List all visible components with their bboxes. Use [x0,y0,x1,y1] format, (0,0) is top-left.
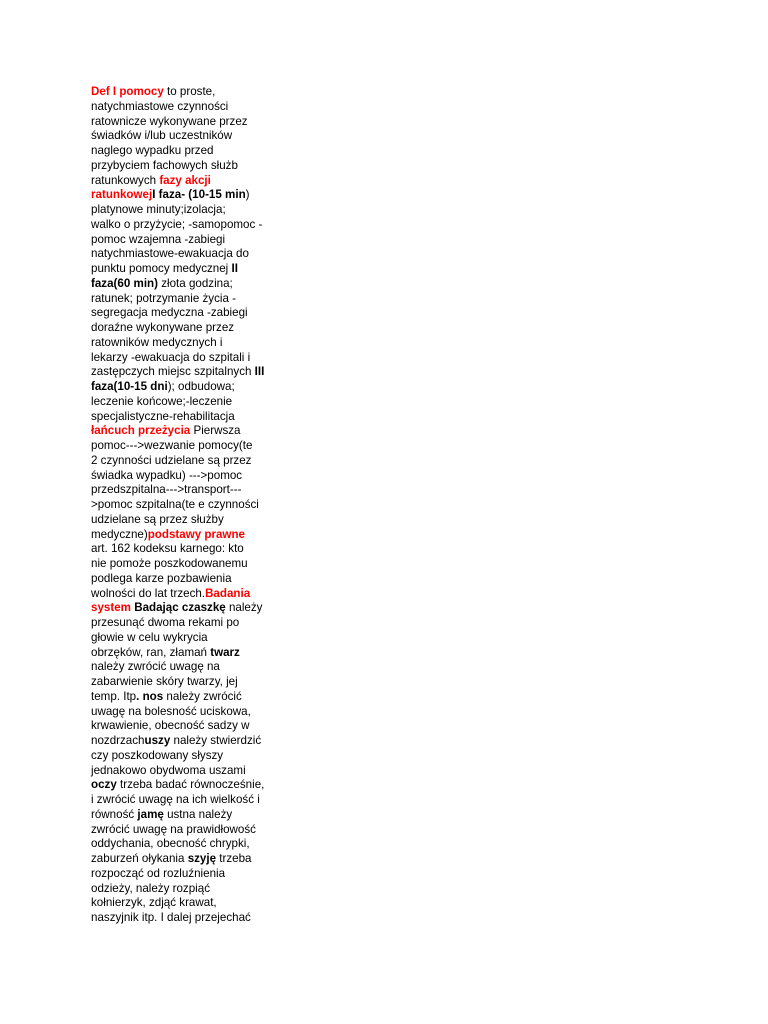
text-line [91,365,281,380]
body-text: krwawienie, obecność sadzy w [91,719,250,733]
body-text: należy zwrócić [163,689,242,703]
text-line [91,85,281,100]
section-heading: Def I pomocy [91,85,164,98]
body-text: nie pomoże poszkodowanemu [91,557,248,570]
text-line [91,572,281,587]
body-text: ustna należy [163,807,233,821]
text-line [91,808,281,823]
body-text: specjalistyczne-rehabilitacja [91,409,235,423]
text-line [91,321,281,336]
text-line [91,749,281,764]
body-text: natychmiastowe-ewakuacja do [91,247,249,261]
text-line [91,247,281,262]
text-line [91,233,281,248]
body-text: wolności do lat trzech. [91,586,206,600]
text-line [91,823,281,838]
body-text: pomoc--->wezwanie pomocy(te [91,439,253,452]
body-text: >pomoc szpitalna(te e czynności [91,498,259,511]
body-text: udzielane są przez służby [91,512,224,526]
text-line [91,188,281,203]
body-text: przedszpitalna--->transport--- [91,483,242,497]
body-text: segregacja medyczna -zabiegi [91,306,248,320]
body-text: lekarzy -ewakuacja do szpitali i [91,350,251,364]
body-text: trzeba badać równocześnie, [116,778,265,792]
body-text: platynowe minuty;izolacja; [91,203,226,216]
bold-term: II [231,262,238,275]
body-text: przesunąć dwoma rekami po [91,616,240,629]
text-line [91,587,281,602]
text-line [91,557,281,572]
body-text: temp. Itp [91,689,137,703]
text-line [91,174,281,189]
body-text: i zwrócić uwagę na ich wielkość i [91,793,260,806]
body-text: natychmiastowe czynności [91,99,229,113]
section-heading: fazy akcji [159,173,211,187]
section-heading: łańcuch przeżycia [91,424,191,438]
body-text: zwrócić uwagę na prawidłowość [91,822,256,836]
text-line [91,144,281,159]
body-text: Pierwsza [190,424,241,438]
body-text: świadków i/lub uczestników [91,129,233,143]
body-text: zabarwienie skóry twarzy, jej [91,675,238,688]
body-text: art. 162 kodeksu karnego: kto [91,542,244,556]
bold-term: . [136,689,140,703]
text-line [91,631,281,646]
body-text: podlega karze pozbawienia [91,571,232,585]
body-text: równość [91,807,138,821]
text-line [91,262,281,277]
body-text: nozdrzach [91,734,145,747]
body-text: ratunkowych [91,173,160,187]
bold-term: nos [142,689,164,703]
body-text: zaburzeń ołykania [91,852,188,865]
text-line [91,380,281,395]
text-line [91,852,281,867]
text-line [91,660,281,675]
bold-term: twarz [210,645,240,659]
text-line [91,690,281,705]
body-text: ratunek; potrzymanie życia - [91,291,236,305]
body-text: świadka wypadku) --->pomoc [91,468,243,482]
body-text: walko o przyżycie; -samopomoc - [91,217,263,231]
body-text: czy poszkodowany słyszy [91,748,224,762]
body-text: oddychania, obecność chrypki, [91,837,250,851]
text-line [91,601,281,616]
text-line [91,837,281,852]
text-line [91,469,281,484]
bold-term: I [152,188,156,202]
text-line [91,542,281,557]
section-heading: podstawy prawne [147,527,245,541]
text-line [91,764,281,779]
body-text: doraźne wykonywane przez [91,321,235,334]
section-heading: ratunkowej [91,188,153,202]
body-text: obrzęków, ran, złamań [91,645,211,659]
text-line [91,498,281,513]
body-text: naszyjnik itp. I dalej przejechać [91,911,251,924]
body-text: naglego wypadku przed [91,144,214,157]
text-line [91,439,281,454]
text-line [91,705,281,720]
text-line [91,675,281,690]
document-text [91,85,281,926]
text-line [91,896,281,911]
text-line [91,115,281,130]
text-line [91,454,281,469]
bold-term: Badając czaszkę [134,601,226,615]
body-text: leczenie końcowe;-leczenie [91,394,233,408]
text-line [91,306,281,321]
body-text: ) [245,188,250,202]
text-line [91,867,281,882]
text-line [91,129,281,144]
body-text: jednakowo obydwoma uszami [91,763,246,777]
body-text: ratownicze wykonywane przez [91,114,248,128]
bold-term: faza- (10-15 min [158,188,246,202]
body-text: ratowników medycznych i [91,335,223,349]
text-line [91,483,281,498]
body-text: należy stwierdzić [170,734,262,747]
text-line [91,616,281,631]
bold-term: jamę [137,807,164,821]
body-text: ); odbudowa; [167,380,235,393]
text-line [91,218,281,233]
text-line [91,292,281,307]
body-text: należy [225,601,263,615]
text-line [91,646,281,661]
body-text: to proste, [163,85,216,98]
text-line [91,882,281,897]
text-line [91,410,281,425]
body-text: pomoc wzajemna -zabiegi [91,232,226,246]
text-line [91,778,281,793]
body-text: kołnierzyk, zdjąć krawat, [91,896,217,910]
body-text: głowie w celu wykrycia [91,630,208,644]
text-line [91,424,281,439]
text-line [91,336,281,351]
body-text: należy zwrócić uwagę na [91,660,220,674]
text-line [91,513,281,528]
text-line [91,351,281,366]
text-line [91,734,281,749]
body-text: punktu pomocy medycznej [91,262,232,275]
text-line [91,203,281,218]
body-text: uwagę na bolesność uciskowa, [91,704,251,718]
text-line [91,793,281,808]
body-text: zastępczych miejsc szpitalnych [91,365,255,379]
bold-term: uszy [144,734,171,747]
text-line [91,159,281,174]
body-text: przybyciem fachowych służb [91,158,238,172]
bold-term: faza(10-15 dni [91,380,168,393]
text-line [91,528,281,543]
body-text: 2 czynności udzielane są przez [91,453,252,467]
bold-term: faza(60 min) [91,276,159,290]
body-text: odzieży, należy rozpiąć [91,881,210,895]
body-text: trzeba [216,852,252,865]
text-line [91,719,281,734]
text-line [91,277,281,292]
body-text: rozpocząć od rozluźnienia [91,866,226,880]
bold-term: oczy [91,778,117,792]
section-heading: system [91,601,131,615]
section-heading: Badania [205,586,251,600]
text-line [91,911,281,926]
body-text: medyczne) [91,527,148,541]
bold-term: szyję [187,852,217,865]
text-line [91,100,281,115]
text-line [91,395,281,410]
bold-term: III [254,365,265,379]
body-text: złota godzina; [158,276,233,290]
